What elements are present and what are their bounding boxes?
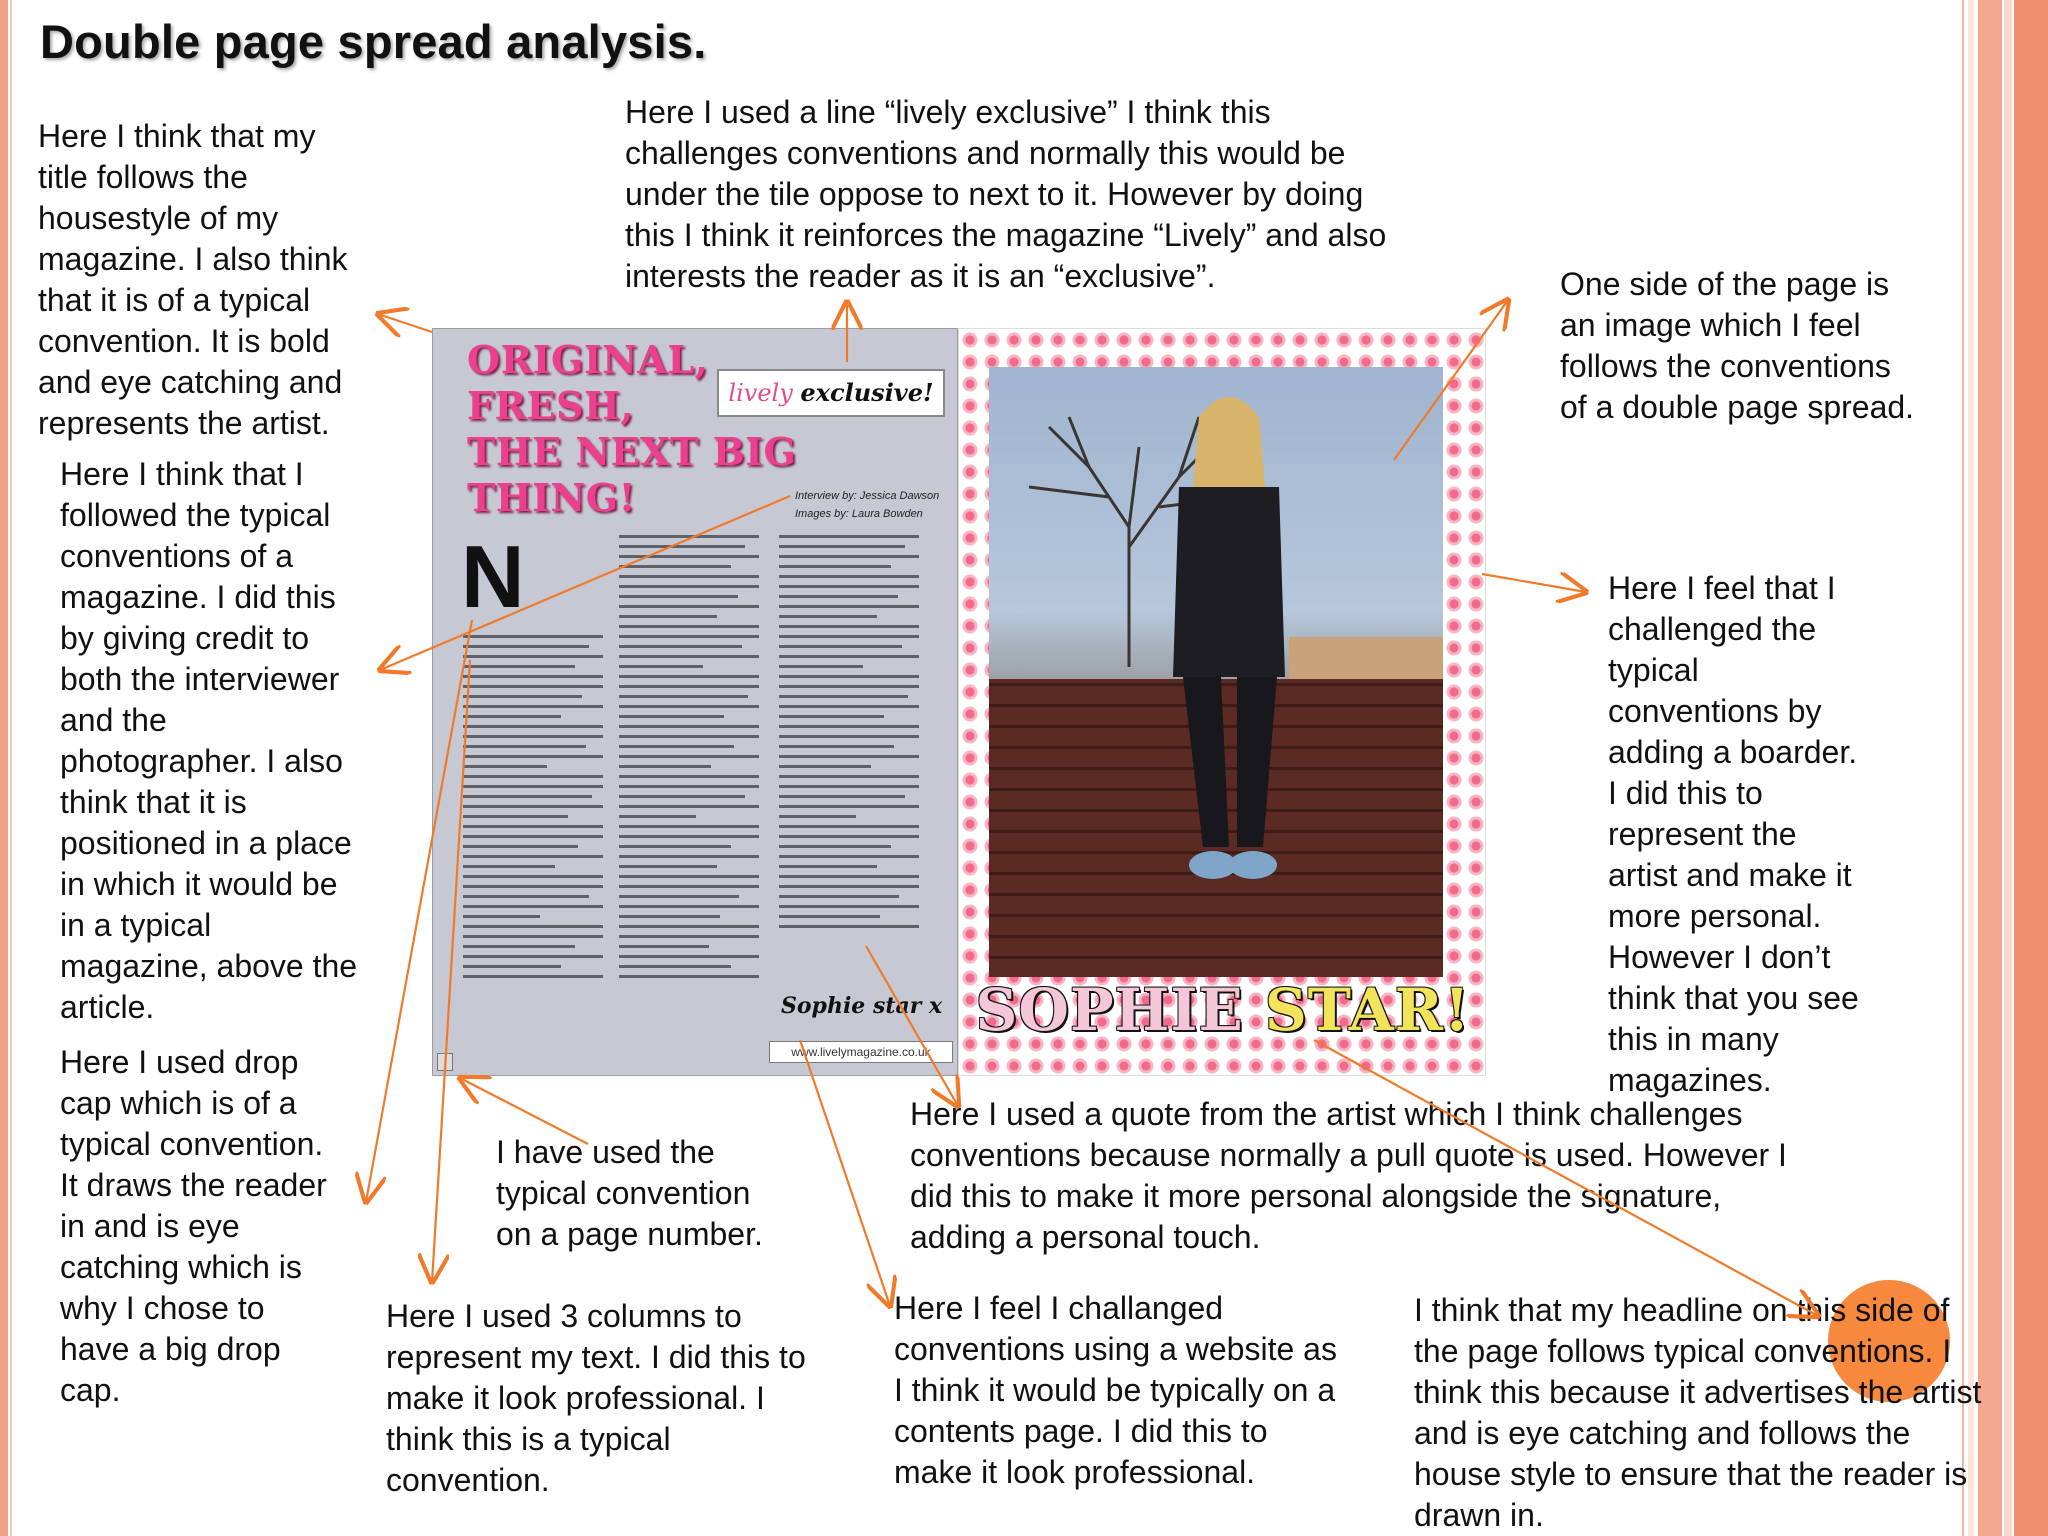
lively-exclusive-box bbox=[717, 369, 945, 417]
website-annotation: Here I feel I challanged conventions using a website as I think it would be typically on a contents page. I did this to make it look professional. bbox=[894, 1290, 1337, 1490]
artist-photo bbox=[989, 367, 1443, 977]
spread-headline: ORIGINAL, FRESH, THE NEXT BIG THING! bbox=[467, 337, 797, 520]
text-column-2 bbox=[619, 535, 759, 985]
artist-name-first: SOPHIE bbox=[975, 976, 1244, 1044]
dropcap-annotation: Here I used drop cap which is of a typical convention. It draws the reader in and is eye catching which is why I chose to have a big drop cap. bbox=[60, 1044, 327, 1408]
artist-name-second: STAR! bbox=[1264, 976, 1471, 1044]
image-annotation: One side of the page is an image which I feel follows the conventions of a double page spread. bbox=[1560, 266, 1915, 425]
title-annotation: Here I think that my title follows the housestyle of my magazine. I also think that it is of a typical convention. It is bold and eye catching and represents the artist. bbox=[38, 118, 348, 441]
arrow-border bbox=[1482, 574, 1586, 592]
artist-signature: Sophie star x bbox=[781, 993, 943, 1019]
article-credits: Interview by: Jessica Dawson Images by: Laura Bowden bbox=[795, 490, 940, 520]
right-page-image bbox=[958, 328, 1486, 1076]
exclusive-word: exclusive! bbox=[800, 378, 934, 407]
pagenumber-annotation: I have used the typical convention on a page number. bbox=[496, 1134, 763, 1252]
border-annotation: Here I feel that I challenged the typical conventions by adding a boarder. I did this to represent the artist and make it more personal. However I don’t think that you see this in many magazines. bbox=[1608, 570, 1859, 1098]
artist-figure bbox=[1159, 377, 1299, 937]
quote-annotation: Here I used a quote from the artist which I think challenges conventions because normally a pull quote is used. However I did this to make it more personal alongside the signature, adding a personal touch. bbox=[910, 1096, 1787, 1255]
artist-name-headline bbox=[959, 977, 1487, 1043]
left-decorative-stripe-thin bbox=[10, 0, 12, 1536]
page-number bbox=[437, 1053, 453, 1071]
columns-annotation: Here I used 3 columns to represent my text. I did this to make it look professional. I think this is a typical convention. bbox=[386, 1298, 806, 1498]
credit-annotation: Here I think that I followed the typical conventions of a magazine. I did this by giving credit to both the interviewer and the photographer. I also think that it is positioned in a place in which it would be in a typical magazine, above the article. bbox=[60, 456, 358, 1025]
left-page-article bbox=[432, 328, 958, 1076]
lively-annotation: Here I used a line “lively exclusive” I think this challenges conventions and normally this would be under the tile oppose to next to it. However by doing this I think it reinforces the magazine “Lively” and also interests the reader as it is an “exclusive”. bbox=[625, 94, 1387, 294]
headline-annotation: I think that my headline on this side of the page follows typical conventions. I think this because it advertises the artist and is eye catching and follows the house style to ensure that the reader is drawn in. bbox=[1414, 1292, 1982, 1533]
left-decorative-stripe bbox=[0, 0, 8, 1536]
text-column-3 bbox=[779, 535, 919, 935]
slide-title: Double page spread analysis. bbox=[40, 15, 707, 68]
text-column-1 bbox=[463, 635, 603, 985]
magazine-website: www.livelymagazine.co.uk bbox=[769, 1041, 953, 1063]
lively-word: lively bbox=[728, 379, 793, 407]
drop-cap: N bbox=[461, 527, 525, 626]
double-page-spread bbox=[432, 328, 1486, 1076]
